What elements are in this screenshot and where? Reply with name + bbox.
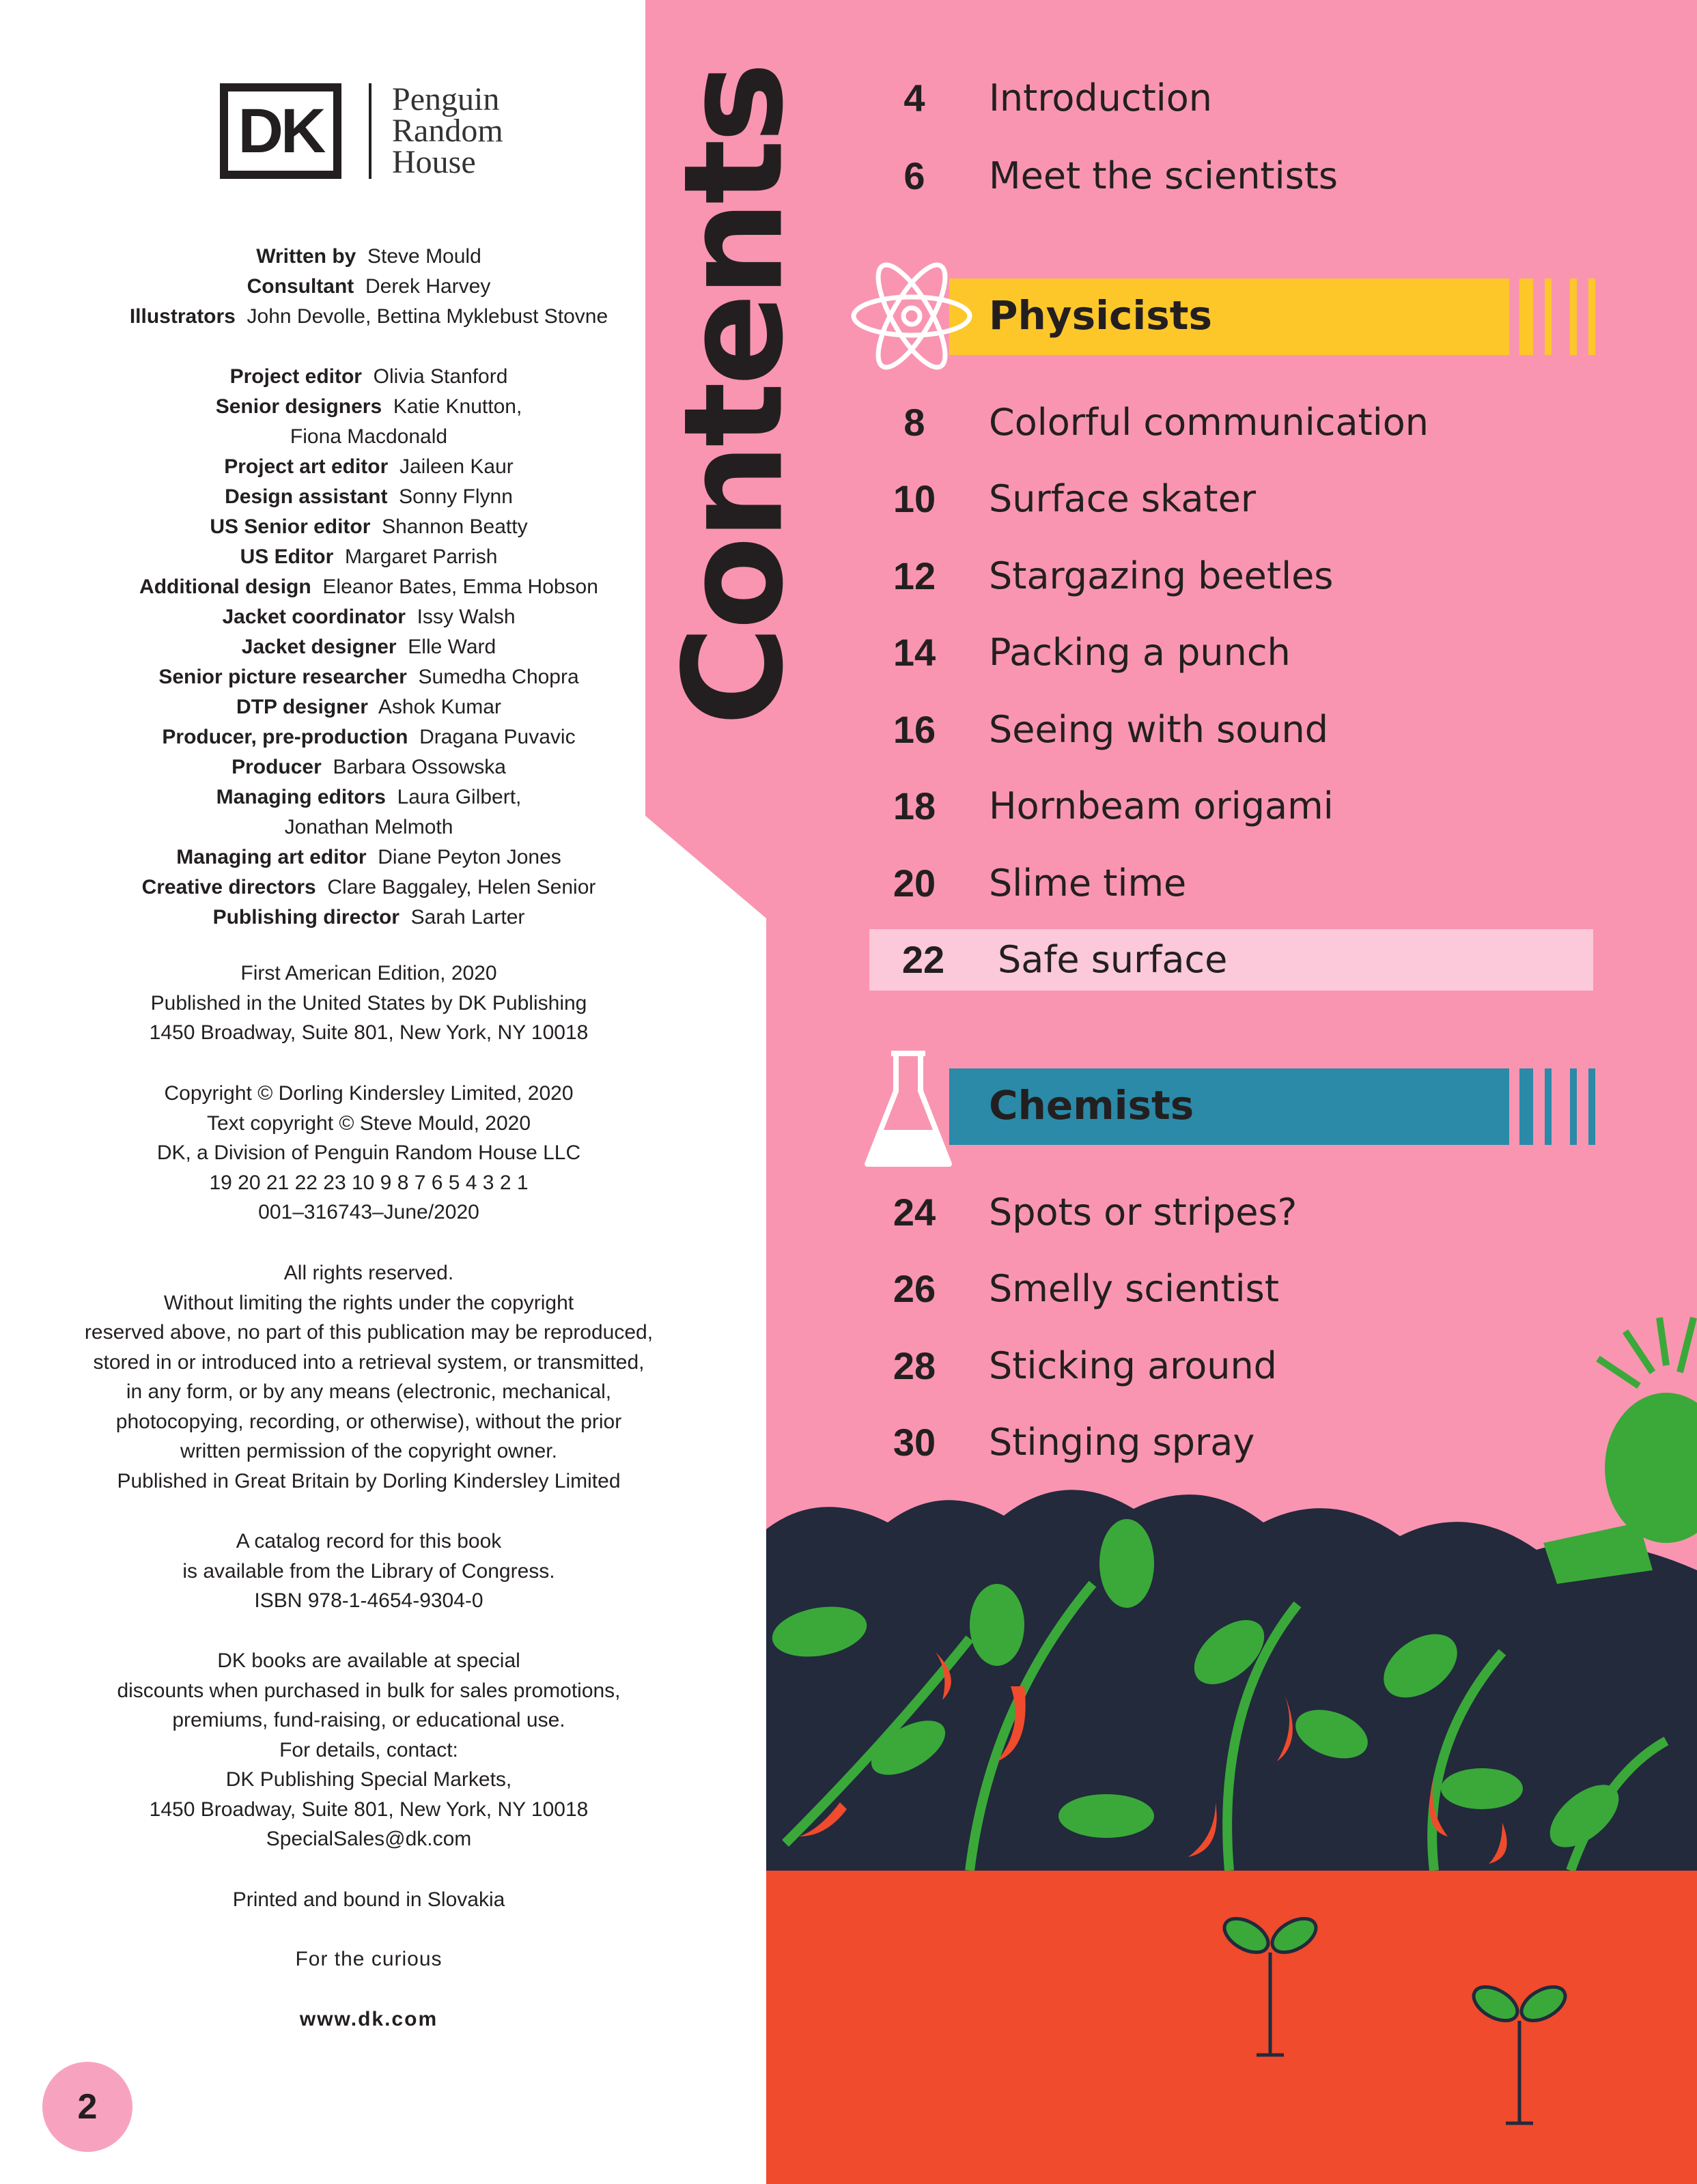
credit-role: Written by: [256, 245, 356, 268]
credit-name: Eleanor Bates, Emma Hobson: [322, 576, 598, 598]
copyright-line: DK, a Division of Penguin Random House LLC: [156, 1141, 581, 1164]
toc-entry[interactable]: [860, 545, 1591, 606]
credit-name: Sumedha Chopra: [418, 666, 579, 688]
toc-page-number: 6: [903, 154, 925, 197]
logo-line: Penguin: [392, 81, 500, 117]
credit-role: Project art editor: [224, 455, 389, 478]
credit-line: [61, 362, 676, 392]
stripe: [1570, 279, 1577, 355]
credit-name: Laura Gilbert,: [397, 786, 522, 808]
credit-line: [61, 302, 676, 332]
toc-page-number: 18: [893, 784, 936, 827]
toc-page-number: 16: [893, 707, 936, 751]
credit-line: [61, 632, 676, 662]
toc-page-number: 22: [901, 938, 945, 981]
special-line: SpecialSales@dk.com: [266, 1828, 472, 1850]
toc-title: Colorful communication: [989, 400, 1429, 444]
credit-role: US Senior editor: [210, 515, 371, 538]
rights-notice: [55, 1258, 683, 1496]
credit-line: [61, 602, 676, 632]
toc-entry[interactable]: [860, 1412, 1591, 1473]
toc-entry[interactable]: [860, 391, 1591, 453]
credit-role: Consultant: [247, 275, 354, 298]
credit-line: [61, 692, 676, 722]
toc-entry[interactable]: [860, 776, 1591, 837]
edition-info: [55, 959, 683, 1048]
dedication: For the curious: [295, 1948, 443, 1970]
dk-logo: DK: [220, 83, 341, 179]
rights-line: written permission of the copyright owner.: [180, 1440, 557, 1462]
toc-entry[interactable]: [860, 145, 1591, 206]
section-header-physicists: [949, 279, 1595, 355]
credit-line: [61, 242, 676, 272]
printed-in: Printed and bound in Slovakia: [232, 1888, 505, 1911]
toc-title: Introduction: [989, 76, 1213, 119]
catalog-line: A catalog record for this book: [236, 1530, 502, 1552]
credit-role: Producer: [232, 756, 322, 778]
credit-name: Olivia Stanford: [373, 365, 508, 388]
toc-title: Surface skater: [989, 477, 1257, 520]
section-label: Physicists: [989, 292, 1213, 339]
credit-role: US Editor: [240, 545, 334, 568]
special-line: discounts when purchased in bulk for sales promotions,: [117, 1679, 621, 1702]
credits-list: [61, 242, 676, 933]
special-line: For details, contact:: [279, 1738, 458, 1761]
toc-title: Seeing with sound: [989, 707, 1329, 751]
credit-line: [61, 662, 676, 692]
special-line: DK Publishing Special Markets,: [225, 1768, 512, 1791]
credit-line: [61, 332, 676, 362]
rights-line: stored in or introduced into a retrieval system, or transmitted,: [93, 1350, 645, 1374]
credit-line: [61, 842, 676, 873]
toc-title: Safe surface: [998, 938, 1228, 981]
toc-title: Meet the scientists: [989, 154, 1338, 197]
credit-role: Jacket coordinator: [222, 606, 406, 628]
stripe: [1519, 279, 1533, 355]
toc-title: Slime time: [989, 861, 1187, 905]
stripe: [1570, 1068, 1577, 1145]
copyright-line: Copyright © Dorling Kindersley Limited, 2020: [164, 1082, 574, 1105]
copyright-info: [55, 1079, 683, 1228]
toc-entry[interactable]: [860, 852, 1591, 913]
special-line: premiums, fund-raising, or educational use.: [172, 1709, 565, 1731]
section-label: Chemists: [989, 1082, 1194, 1129]
toc-page-number: 24: [893, 1190, 936, 1234]
copyright-line: 001–316743–June/2020: [258, 1201, 479, 1223]
credit-role: Additional design: [139, 576, 311, 598]
toc-page-number: 10: [893, 477, 936, 520]
publisher-logo: [220, 83, 503, 179]
rights-line: All rights reserved.: [283, 1262, 454, 1284]
credit-line: [61, 782, 676, 812]
stripe: [1545, 1068, 1552, 1145]
special-line: DK books are available at special: [217, 1649, 520, 1672]
credit-line: [61, 752, 676, 782]
logo-line: House: [392, 144, 476, 180]
section-header-chemists: [949, 1068, 1595, 1145]
credit-role: Illustrators: [129, 305, 236, 328]
credit-name: Katie Knutton,: [393, 395, 522, 418]
credit-line: [61, 452, 676, 482]
credit-name: Clare Baggaley, Helen Senior: [327, 876, 596, 898]
edition-line: First American Edition, 2020: [240, 962, 497, 984]
credit-name: Derek Harvey: [365, 275, 491, 298]
toc-title: Spots or stripes?: [989, 1190, 1298, 1234]
credit-name: Fiona Macdonald: [290, 425, 448, 448]
toc-page-number: 26: [893, 1267, 936, 1310]
credit-line: [61, 272, 676, 302]
rights-line: photocopying, recording, or otherwise), without the prior: [115, 1410, 622, 1433]
toc-entry[interactable]: [860, 622, 1591, 683]
credit-line: [61, 812, 676, 842]
credit-line: [61, 873, 676, 903]
toc-title: Stinging spray: [989, 1421, 1255, 1464]
credit-name: Jaileen Kaur: [399, 455, 514, 478]
credit-role: Jacket designer: [241, 636, 397, 658]
toc-entry[interactable]: [860, 1335, 1591, 1396]
stripe: [1588, 279, 1595, 355]
toc-title: Packing a punch: [989, 631, 1291, 674]
credit-line: [61, 572, 676, 602]
credit-role: Senior designers: [215, 395, 382, 418]
credit-role: Managing art editor: [176, 846, 367, 868]
credit-role: Design assistant: [225, 485, 388, 508]
toc-page-number: 8: [903, 400, 925, 444]
credit-line: [61, 392, 676, 422]
credit-name: Issy Walsh: [417, 606, 516, 628]
credit-role: Managing editors: [216, 786, 386, 808]
edition-line: Published in the United States by DK Publishing: [150, 991, 587, 1015]
logo-divider: [369, 83, 371, 179]
credit-name: Ashok Kumar: [378, 696, 501, 718]
stripe: [1588, 1068, 1595, 1145]
credit-line: [61, 722, 676, 752]
rights-line: Without limiting the rights under the copyright: [163, 1291, 574, 1314]
credit-role: Publishing director: [212, 906, 399, 928]
rights-line: reserved above, no part of this publication may be reproduced,: [84, 1321, 654, 1344]
credit-line: [61, 422, 676, 452]
credit-line: [61, 482, 676, 512]
toc-title: Sticking around: [989, 1344, 1277, 1387]
toc-entry[interactable]: [860, 1181, 1591, 1243]
credit-name: Elle Ward: [408, 636, 496, 658]
catalog-info: [55, 1527, 683, 1616]
catalog-line: is available from the Library of Congress.: [182, 1559, 555, 1583]
credit-name: Sarah Larter: [410, 906, 525, 928]
credit-line: [61, 903, 676, 933]
website-link[interactable]: www.dk.com: [299, 2008, 438, 2030]
credit-name: Shannon Beatty: [382, 515, 528, 538]
stripe: [1519, 1068, 1533, 1145]
contents-title: Contents: [654, 66, 814, 726]
special-sales-info: [55, 1646, 683, 1854]
credit-name: Dragana Puvavic: [419, 726, 576, 748]
toc-page-number: 12: [893, 554, 936, 597]
special-line: 1450 Broadway, Suite 801, New York, NY 10018: [149, 1798, 589, 1821]
credit-role: DTP designer: [236, 696, 368, 718]
penguin-random-house-logo: [392, 81, 503, 180]
credit-name: Sonny Flynn: [399, 485, 513, 508]
toc-page-number: 30: [893, 1421, 936, 1464]
logo-line: Random: [392, 113, 503, 149]
toc-title: Smelly scientist: [989, 1267, 1279, 1310]
credit-name: Jonathan Melmoth: [284, 816, 453, 838]
stripe: [1545, 279, 1552, 355]
catalog-line: ISBN 978-1-4654-9304-0: [254, 1589, 483, 1612]
credit-role: Producer, pre-production: [162, 726, 408, 748]
toc-page-number: 4: [903, 76, 925, 119]
toc-entry[interactable]: [860, 1258, 1591, 1320]
toc-title: Hornbeam origami: [989, 784, 1334, 827]
credit-name: Steve Mould: [367, 245, 481, 268]
rights-line: Published in Great Britain by Dorling Kindersley Limited: [117, 1469, 621, 1492]
page-number: 2: [42, 2062, 132, 2152]
edition-line: 1450 Broadway, Suite 801, New York, NY 10018: [149, 1021, 589, 1044]
toc-entry[interactable]: [860, 67, 1591, 128]
copyright-line: 19 20 21 22 23 10 9 8 7 6 5 4 3 2 1: [209, 1171, 529, 1194]
credit-role: Senior picture researcher: [158, 666, 407, 688]
toc-title: Stargazing beetles: [989, 554, 1334, 597]
toc-entry[interactable]: [860, 468, 1591, 530]
credit-name: Barbara Ossowska: [333, 756, 506, 778]
credit-name: John Devolle, Bettina Myklebust Stovne: [247, 305, 608, 328]
toc-page-number: 20: [893, 861, 936, 905]
rights-line: in any form, or by any means (electronic, mechanical,: [126, 1380, 612, 1403]
toc-page-number: 28: [893, 1344, 936, 1387]
credit-name: Margaret Parrish: [344, 545, 498, 568]
toc-entry[interactable]: [869, 929, 1593, 991]
credit-line: [61, 542, 676, 572]
credit-name: Diane Peyton Jones: [378, 846, 561, 868]
toc-entry[interactable]: [860, 698, 1591, 760]
toc-page-number: 14: [893, 631, 936, 674]
credit-role: Creative directors: [141, 876, 316, 898]
credit-line: [61, 512, 676, 542]
copyright-line: Text copyright © Steve Mould, 2020: [206, 1111, 531, 1135]
credit-role: Project editor: [229, 365, 362, 388]
